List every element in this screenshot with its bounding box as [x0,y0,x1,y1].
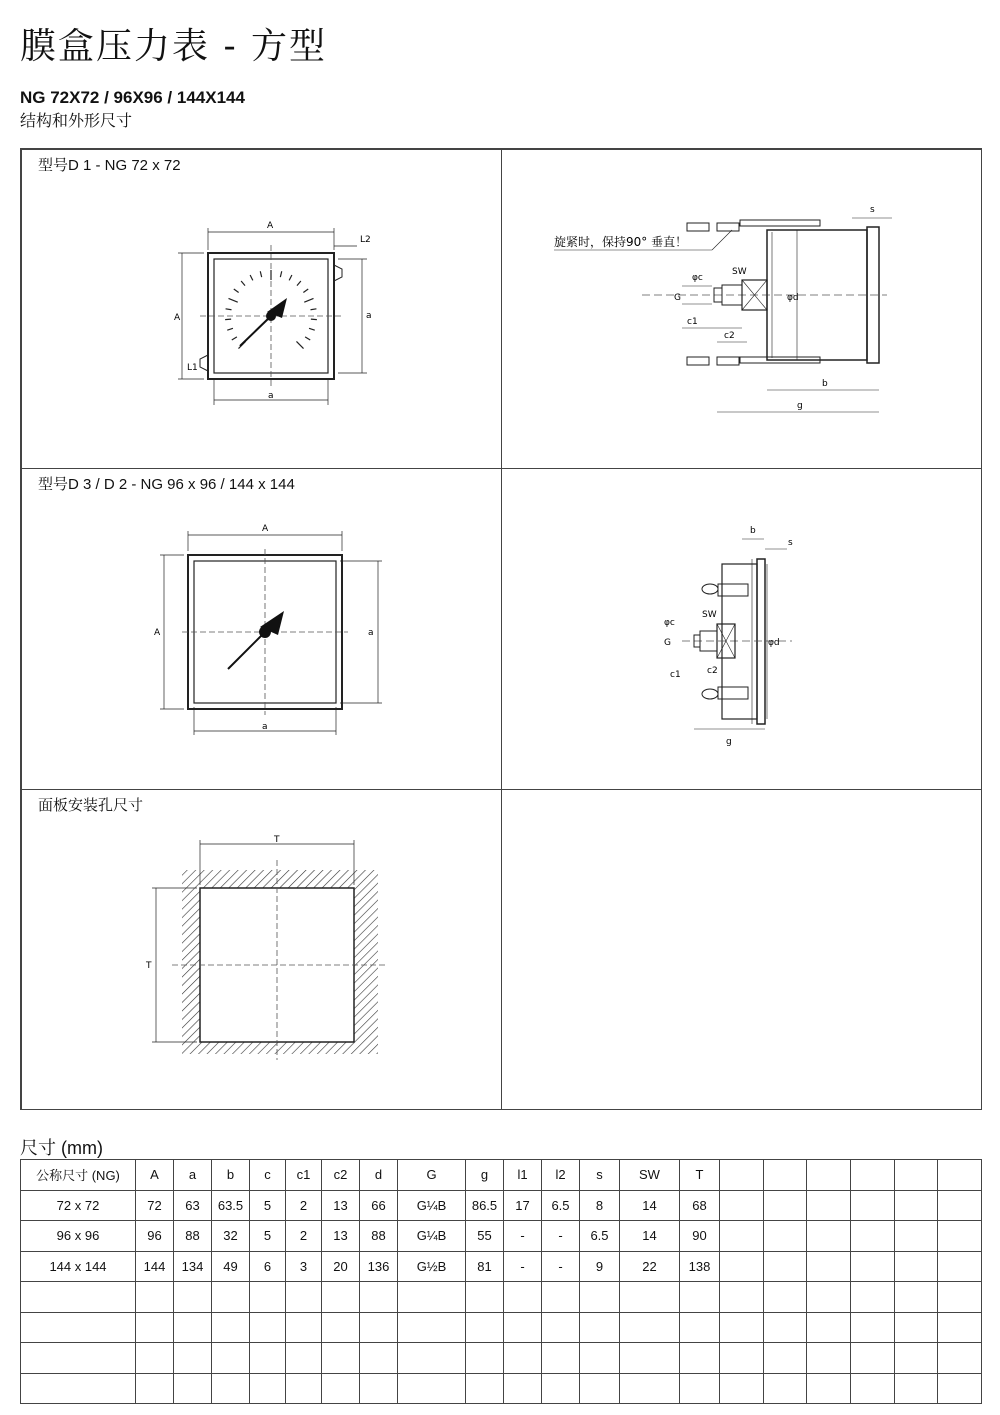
table-cell: 5 [250,1221,286,1252]
table-cell-empty [807,1343,851,1374]
cutout-drawing [142,830,402,1070]
table-cell-empty [938,1251,982,1282]
d3-side-dc: φc [664,618,675,628]
table-cell-empty [850,1312,894,1343]
table-cell: 22 [620,1251,680,1282]
d1-side-c2: c2 [724,331,735,341]
table-cell-empty [466,1373,504,1404]
table-cell-empty [580,1282,620,1313]
dial-tick [280,271,281,277]
table-cell-empty [398,1312,466,1343]
table-cell: 20 [322,1251,360,1282]
table-cell: 72 [136,1190,174,1221]
model-line: NG 72X72 / 96X96 / 144X144 [20,88,245,107]
d3-side-g: g [726,737,732,747]
table-cell: 5 [250,1190,286,1221]
panel-d1-label: 型号D 1 - NG 72 x 72 [38,157,181,174]
table-cell-empty [136,1312,174,1343]
table-cell: 90 [680,1221,720,1252]
d1-dim-a-right: a [366,311,372,321]
column-header-empty [850,1160,894,1191]
table-cell-empty [720,1373,764,1404]
table-cell-empty [894,1312,938,1343]
table-cell-empty [21,1312,136,1343]
table-cell-empty [286,1343,322,1374]
table-cell: 13 [322,1221,360,1252]
table-cell: 86.5 [466,1190,504,1221]
table-cell-empty [21,1373,136,1404]
cutout-dim-T-left: T [146,961,152,971]
table-cell-empty [680,1312,720,1343]
table-row-empty [21,1312,982,1343]
column-header-empty [894,1160,938,1191]
table-cell-empty [398,1343,466,1374]
table-cell-empty [174,1312,212,1343]
table-cell-empty [360,1312,398,1343]
panel-d3-label: 型号D 3 / D 2 - NG 96 x 96 / 144 x 144 [38,476,295,493]
d3-side-c2: c2 [707,666,718,676]
table-cell: 14 [620,1190,680,1221]
section-subheading: 结构和外形尺寸 [20,111,133,130]
table-cell-empty [763,1373,807,1404]
table-cell: G¼B [398,1190,466,1221]
panel-cutout-label: 面板安装孔尺寸 [38,797,144,814]
table-cell: 134 [174,1251,212,1282]
table-cell: - [504,1251,542,1282]
table-cell: 96 [136,1221,174,1252]
column-header-empty [763,1160,807,1191]
table-row-empty [21,1282,982,1313]
table-cell-empty [720,1221,764,1252]
table-cell-empty [807,1190,851,1221]
cutout-dim-T-top: T [274,835,280,845]
column-header: G [398,1160,466,1191]
table-cell-empty [580,1343,620,1374]
table-cell-empty [620,1282,680,1313]
table-cell-empty [680,1343,720,1374]
table-cell-empty [938,1312,982,1343]
table-cell-empty [398,1282,466,1313]
column-header-empty [720,1160,764,1191]
table-cell-empty [938,1221,982,1252]
dimensions-title: 尺寸 (mm) [20,1138,103,1158]
table-cell-empty [250,1312,286,1343]
table-row-empty [21,1373,982,1404]
table-cell-empty [720,1190,764,1221]
dial-tick [309,328,315,330]
table-cell-empty [894,1221,938,1252]
table-cell: G½B [398,1251,466,1282]
table-cell-empty [894,1373,938,1404]
table-cell: 2 [286,1190,322,1221]
d1-dim-A-left: A [174,313,181,323]
table-cell-empty [807,1282,851,1313]
d1-dim-A-top: A [267,221,274,231]
d1-side-c1: c1 [687,317,698,327]
table-cell-empty [212,1312,250,1343]
table-row-empty [21,1343,982,1374]
table-cell-empty [174,1282,212,1313]
column-header-empty [807,1160,851,1191]
table-cell-empty [680,1373,720,1404]
table-cell-empty [136,1343,174,1374]
d3-side-SW: SW [702,610,717,620]
table-cell-empty [807,1312,851,1343]
table-cell: 55 [466,1221,504,1252]
panel-d3-side [501,468,982,790]
table-cell-empty [504,1373,542,1404]
table-cell-empty [894,1343,938,1374]
table-cell: 68 [680,1190,720,1221]
d3-dim-A-left: A [154,628,161,638]
table-cell-empty [360,1282,398,1313]
dial-tick [227,328,233,330]
table-cell-empty [250,1343,286,1374]
dial-tick [311,309,317,310]
table-cell: 32 [212,1221,250,1252]
table-cell-empty [286,1282,322,1313]
table-cell-empty [938,1190,982,1221]
d1-side-g: g [797,401,803,411]
table-cell-empty [680,1282,720,1313]
panel-d1-front [21,149,502,469]
dial-tick [234,289,239,293]
column-header: a [174,1160,212,1191]
table-cell: 66 [360,1190,398,1221]
table-cell-empty [322,1373,360,1404]
table-cell-empty [360,1343,398,1374]
dial-tick [303,289,308,293]
column-header: d [360,1160,398,1191]
table-cell: 96 x 96 [21,1221,136,1252]
dial-tick [232,337,237,340]
d1-side-drawing [542,190,942,420]
table-cell-empty [542,1343,580,1374]
table-cell-empty [720,1282,764,1313]
table-cell-empty [398,1373,466,1404]
table-cell-empty [136,1373,174,1404]
dial-tick [297,281,301,286]
table-row [21,1221,982,1252]
dial-tick [250,275,253,280]
table-cell: 6 [250,1251,286,1282]
dial-tick [305,337,310,340]
d1-side-s: s [870,205,875,215]
table-cell-empty [938,1373,982,1404]
table-cell-empty [850,1282,894,1313]
table-cell: - [542,1221,580,1252]
dimensions-table [20,1159,982,1404]
column-header: c2 [322,1160,360,1191]
dial-tick [229,298,238,302]
dial-tick [289,275,292,280]
d1-front-drawing [152,190,392,420]
table-cell-empty [286,1312,322,1343]
table-cell: - [542,1251,580,1282]
table-row [21,1251,982,1282]
table-cell-empty [360,1373,398,1404]
table-cell: 13 [322,1190,360,1221]
dial-tick [226,309,232,310]
d3-dim-a-right: a [368,628,374,638]
table-cell-empty [620,1343,680,1374]
table-cell-empty [21,1343,136,1374]
table-cell-empty [850,1251,894,1282]
table-cell: 9 [580,1251,620,1282]
d3-side-b: b [750,526,756,536]
table-cell: 81 [466,1251,504,1282]
column-header-empty [938,1160,982,1191]
d1-side-note: 旋紧时，保持90° 垂直！ [554,235,688,249]
table-cell: 6.5 [580,1221,620,1252]
table-cell: 6.5 [542,1190,580,1221]
d3-side-G: G [664,638,671,648]
table-cell-empty [174,1343,212,1374]
table-cell-empty [466,1282,504,1313]
table-cell: 88 [174,1221,212,1252]
table-cell-empty [250,1373,286,1404]
d3-side-drawing [662,499,862,759]
d1-side-b: b [822,379,828,389]
table-cell-empty [542,1373,580,1404]
table-cell: 49 [212,1251,250,1282]
table-cell: 3 [286,1251,322,1282]
table-row [21,1190,982,1221]
table-cell-empty [807,1373,851,1404]
table-cell-empty [720,1343,764,1374]
table-cell-empty [504,1343,542,1374]
d3-side-c1: c1 [670,670,681,680]
table-cell-empty [763,1282,807,1313]
table-cell-empty [807,1251,851,1282]
table-cell-empty [938,1343,982,1374]
d1-dim-L1: L1 [187,363,198,373]
table-cell: 17 [504,1190,542,1221]
table-cell: 136 [360,1251,398,1282]
dial-tick [241,281,245,286]
table-cell-empty [763,1251,807,1282]
table-cell-empty [894,1190,938,1221]
table-cell: 144 x 144 [21,1251,136,1282]
column-header: c1 [286,1160,322,1191]
panel-d1-side [501,149,982,469]
column-header: A [136,1160,174,1191]
table-cell: 2 [286,1221,322,1252]
d3-front-drawing [142,509,402,749]
d3-dim-a-bottom: a [262,722,268,732]
table-cell-empty [250,1282,286,1313]
table-cell: 138 [680,1251,720,1282]
table-cell-empty [763,1312,807,1343]
d3-dim-A-top: A [262,524,269,534]
dial-tick [260,271,261,277]
table-cell-empty [720,1312,764,1343]
dimensions-header-row [21,1160,982,1191]
table-cell-empty [807,1221,851,1252]
table-cell-empty [850,1190,894,1221]
column-header: T [680,1160,720,1191]
table-cell-empty [212,1343,250,1374]
table-cell-empty [580,1312,620,1343]
table-cell-empty [504,1312,542,1343]
table-cell-empty [542,1282,580,1313]
column-header: 公称尺寸 (NG) [21,1160,136,1191]
d3-side-d: φd [768,638,780,648]
table-cell-empty [894,1282,938,1313]
table-cell-empty [286,1373,322,1404]
d1-side-G: G [674,293,681,303]
d1-dim-L2: L2 [360,235,371,245]
table-cell-empty [763,1190,807,1221]
table-cell-empty [850,1221,894,1252]
table-cell-empty [212,1282,250,1313]
table-cell-empty [21,1282,136,1313]
table-cell-empty [174,1373,212,1404]
table-cell-empty [850,1373,894,1404]
drawing-frame [20,148,982,1110]
table-cell-empty [620,1312,680,1343]
column-header: s [580,1160,620,1191]
table-cell-empty [466,1343,504,1374]
table-cell: 88 [360,1221,398,1252]
column-header: l1 [504,1160,542,1191]
table-cell: 144 [136,1251,174,1282]
table-cell: 63 [174,1190,212,1221]
column-header: l2 [542,1160,580,1191]
panel-cutout [21,789,502,1110]
table-cell-empty [322,1312,360,1343]
table-cell-empty [850,1343,894,1374]
table-cell-empty [322,1343,360,1374]
d1-dim-a-bottom: a [268,391,274,401]
table-cell: G¼B [398,1221,466,1252]
table-cell-empty [580,1373,620,1404]
dial-tick [304,298,313,302]
table-cell: 8 [580,1190,620,1221]
table-cell-empty [894,1251,938,1282]
table-cell-empty [136,1282,174,1313]
d3-side-s: s [788,538,793,548]
table-cell: - [504,1221,542,1252]
panel-d3-front [21,468,502,790]
dial-tick [296,341,303,348]
table-cell-empty [542,1312,580,1343]
panel-empty [501,789,982,1110]
d1-side-d: φd [787,293,799,303]
table-cell-empty [763,1221,807,1252]
table-cell: 14 [620,1221,680,1252]
table-cell-empty [322,1282,360,1313]
column-header: SW [620,1160,680,1191]
page-title: 膜盒压力表 - 方型 [20,26,328,67]
table-cell-empty [620,1373,680,1404]
d1-side-dc: φc [692,273,703,283]
d1-side-SW: SW [732,267,747,277]
table-cell-empty [938,1282,982,1313]
table-cell: 63.5 [212,1190,250,1221]
table-cell: 72 x 72 [21,1190,136,1221]
table-cell-empty [763,1343,807,1374]
table-cell-empty [466,1312,504,1343]
column-header: g [466,1160,504,1191]
table-cell-empty [504,1282,542,1313]
column-header: c [250,1160,286,1191]
table-cell-empty [212,1373,250,1404]
column-header: b [212,1160,250,1191]
table-cell-empty [720,1251,764,1282]
